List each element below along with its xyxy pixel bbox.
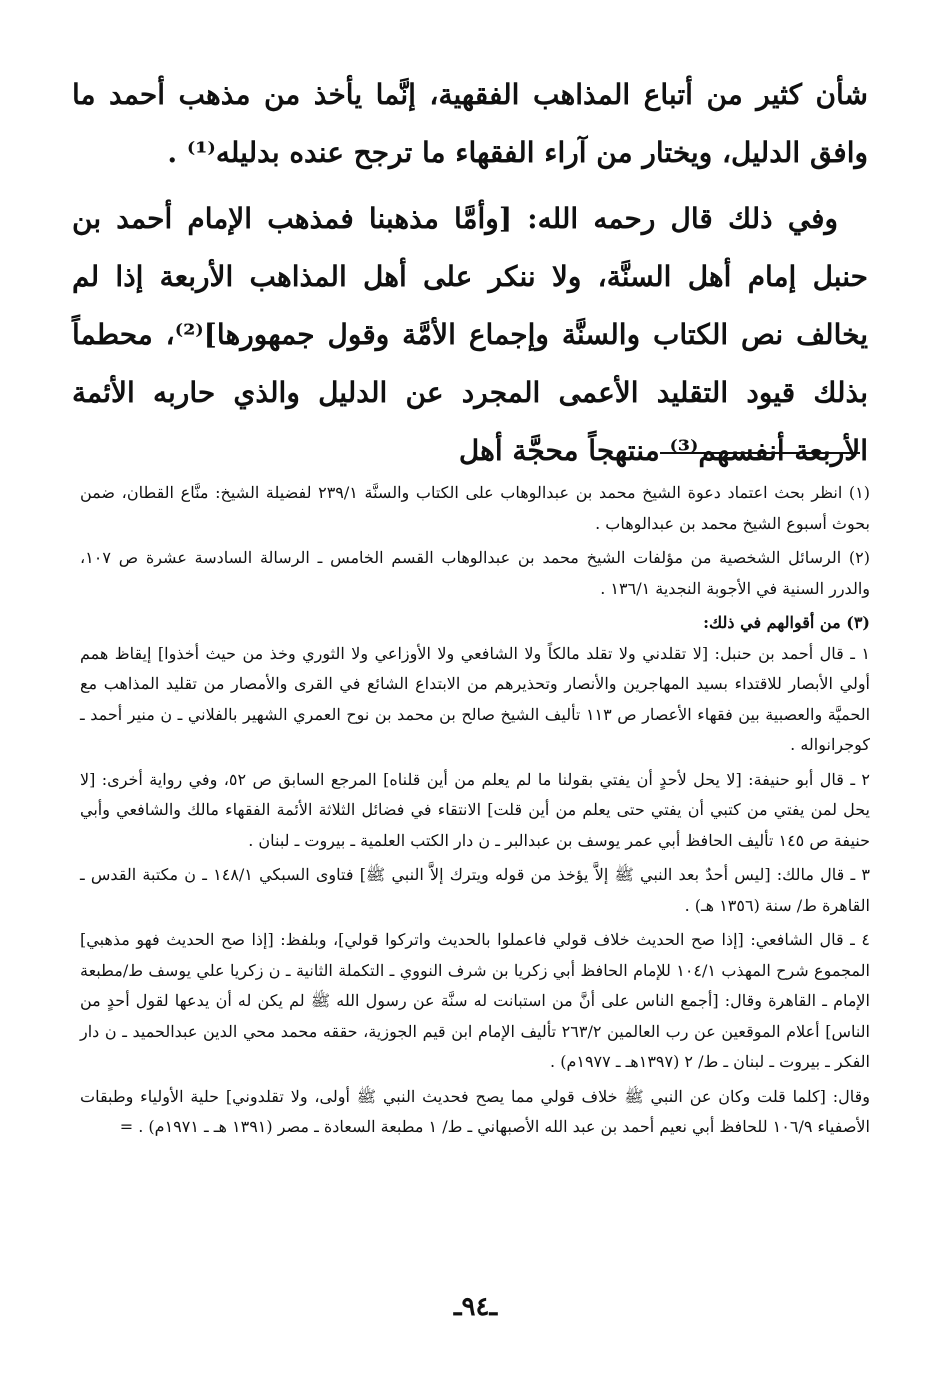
- main-paragraph-1: شأن كثير من أتباع المذاهب الفقهية، إنَّما يأخذ من مذهب أحمد ما وافق الدليل، ويختار من آراء الفقهاء ما ترجح عنده بدليله⁽¹⁾ .: [72, 78, 868, 169]
- footnote-3-item-3: ٣ ـ قال مالك: [ليس أحدٌ بعد النبي ﷺ إلاَّ يؤخذ من قوله ويترك إلاَّ النبي ﷺ] فتاوى السبكي ١٤٨/١ ـ ن مكتبة القدس ـ القاهرة ط/ سنة (١٣٥٦ هـ) .: [80, 865, 870, 915]
- footnote-3-item-5: وقال: [كلما قلت وكان عن النبي ﷺ خلاف قولي مما يصح فحديث النبي ﷺ أولى، ولا تقلدوني] حلية الأولياء وطبقات الأصفياء ١٠٦/٩ للحافظ أبي نعيم أحمد بن عبد الله الأصبهاني ـ ط/ ١ مطبعة السعادة ـ مصر (١٣٩١ هـ ـ ١٩٧١م) . =: [80, 1086, 871, 1136]
- footnote-3-heading: (٣) من أقوالهم في ذلك:: [703, 613, 870, 632]
- footnote-1: (١) انظر بحث اعتماد دعوة الشيخ محمد بن عبدالوهاب على الكتاب والسنَّة ٢٣٩/١ لفضيلة الشيخ: منَّاع القطان، ضمن بحوث أسبوع الشيخ محمد بن عبدالوهاب .: [80, 483, 871, 533]
- main-paragraph-2: وفي ذلك قال رحمه الله: [وأمَّا مذهبنا فمذهب الإمام أحمد بن حنبل إمام أهل السنَّة، ولا ننكر على أهل المذاهب الأربعة إذا لم يخالف نص الكتاب والسنَّة وإجماع الأمَّة وقول جمهورها]⁽²⁾، محطماً بذلك قيود التقليد الأعمى المجرد عن الدليل والذي حاربه الأئمة الأربعة أنفسهم⁽³⁾ منتهجاً محجَّة أهل: [72, 202, 868, 467]
- footnote-separator: [660, 452, 860, 454]
- main-text-block: [72, 66, 868, 480]
- page-number: ـ٩٤ـ: [453, 1292, 498, 1322]
- footnote-2: (٢) الرسائل الشخصية من مؤلفات الشيخ محمد بن عبدالوهاب القسم الخامس ـ الرسالة السادسة عشرة ص ١٠٧، والدرر السنية في الأجوبة النجدية ١٣٦/١ .: [80, 548, 870, 598]
- footnote-3-item-2: ٢ ـ قال أبو حنيفة: [لا يحل لأحدٍ أن يفتي بقولنا ما لم يعلم من أين قلناه] المرجع السابق ص ٥٢، وفي رواية أخرى: [لا يحل لمن يفتي من كتبي أن يفتي حتى يعلم من أين قلت] الانتقاء في فضائل الثلاثة الأئمة الفقهاء مالك والشافعي وأبي حنيفة ص ١٤٥ تأليف الحافظ أبي عمر يوسف بن عبدالبر ـ ن دار الكتب العلمية ـ بيروت ـ لبنان .: [80, 769, 871, 850]
- footnote-3-item-1: ١ ـ قال أحمد بن حنبل: [لا تقلدني ولا تقلد مالكاً ولا الشافعي ولا الأوزاعي ولا الثوري وخذ من حيث أخذوا] إيقاظ همم أولي الأبصار للاقتداء بسيد المهاجرين والأنصار وتحذيرهم من الابتداع الشائع في القرى والأمصار من تقليد المذاهب مع الحميَّة والعصبية بين فقهاء الأعصار ص ١١٣ تأليف الشيخ صالح بن محمد بن نوح العمري الشهير بالفلاني ـ ن منير أحمد ـ كوجرانواله .: [80, 643, 871, 754]
- footnote-3-item-4: ٤ ـ قال الشافعي: [إذا صح الحديث خلاف قولي فاعملوا بالحديث واتركوا قولي]، وبلفظ: [إذا صح الحديث فهو مذهبي] المجموع شرح المهذب ١٠٤/١ للإمام الحافظ أبي زكريا بن شرف النووي ـ التكملة الثانية ـ ن زكريا علي يوسف ط/مطبعة الإمام ـ القاهرة وقال: [أجمع الناس على أنَّ من استبانت له سنَّة عن رسول الله ﷺ لم يكن له أن يدعها لقول أحدٍ من الناس] أعلام الموقعين عن رب العالمين ٢٦٣/٢ تأليف الإمام ابن قيم الجوزية، حققه محمد محي الدين عبدالحميد ـ ن دار الفكر ـ بيروت ـ لبنان ـ ط/ ٢ (١٣٩٧هـ ـ ١٩٧٧م) .: [80, 930, 871, 1071]
- footnotes-block: [80, 478, 870, 1147]
